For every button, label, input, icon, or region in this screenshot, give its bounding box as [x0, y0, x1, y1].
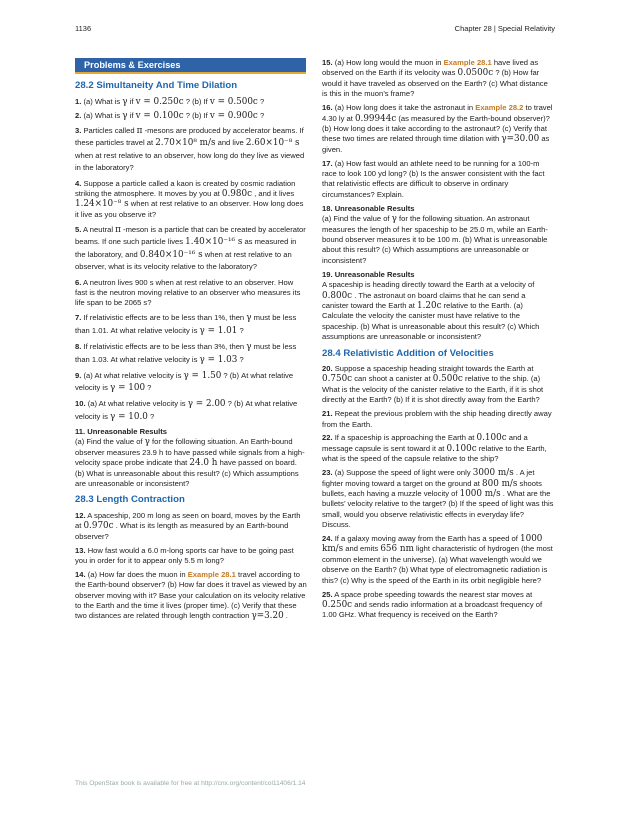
problem-21 — [322, 409, 554, 430]
problem-19 — [322, 270, 554, 343]
problem-text: shoots bullets, each having a muzzle velocity of — [322, 478, 542, 498]
problem-5 — [75, 224, 307, 274]
math: 0.980c — [221, 188, 253, 199]
problem-text: A spaceship, 200 m long as seen on board, moves by the Earth at — [75, 510, 301, 531]
problem-number: 2. — [75, 110, 82, 120]
problem-number: 22. — [322, 433, 333, 443]
problem-text: must be less than 1.03. At what relative velocity is — [75, 341, 297, 364]
math: γ = 2.00 — [187, 399, 226, 410]
problem-number: 23. — [322, 468, 333, 478]
problem-text: ? — [147, 411, 155, 421]
problem-number: 24. — [322, 534, 333, 544]
math: v = 0.100c — [135, 110, 184, 121]
problem-text: A neutron lives 900 s when at rest relative to an observer. How fast is the neutron moving relative to an observer who measures its life span to be 2065 s? — [75, 277, 301, 308]
problem-text: ? — [237, 325, 244, 335]
problem-text: ? — [237, 354, 244, 364]
problem-1 — [75, 97, 307, 107]
math: 1.20c — [416, 300, 442, 311]
problem-number: 12. — [75, 510, 86, 520]
problem-text: ? — [145, 383, 152, 393]
math: γ = 1.01 — [199, 325, 238, 336]
problem-title: Unreasonable Results — [334, 269, 415, 279]
math: 1.24×10⁻⁸ s — [75, 199, 129, 210]
math: v = 0.500c — [209, 96, 258, 107]
problem-text: and sends radio information at a broadcast frequency of 1.00 GHz. What frequency is received on the Earth? — [322, 600, 543, 620]
problem-text: relative to the Earth. (a) Calculate the velocity the canister must have relative to the spaceship. (b) What is unreasonable about this result? (c) Which assumptions are unreasonable or inconsistent? — [322, 300, 540, 342]
problem-text: A space probe speeding towards the nearest star moves at — [334, 589, 533, 599]
problem-number: 7. — [75, 313, 82, 323]
section-heading-28-3: 28.3 Length Contraction — [75, 494, 185, 506]
problem-text: If relativistic effects are to be less than 1%, then — [83, 313, 247, 323]
math: 0.800c — [322, 290, 353, 301]
problem-text: -mesons are produced by accelerator beams. If these particles travel at — [75, 125, 304, 148]
math: γ — [122, 96, 128, 107]
problem-text: A neutral — [83, 224, 116, 234]
math: v = 0.250c — [135, 96, 184, 107]
problem-text: ? (b) If — [183, 96, 210, 106]
problem-text: (a) At what relative velocity is — [87, 399, 188, 409]
problem-text: . — [283, 611, 288, 621]
problem-number: 9. — [75, 370, 82, 380]
problem-text: and a message capsule is sent toward it at — [322, 433, 528, 453]
chapter-title: Chapter 28 | Special Relativity — [454, 24, 555, 33]
problem-text: have lived as observed on the Earth if its velocity was — [322, 58, 539, 78]
problem-text: . A jet fighter moving toward a target on the ground at — [322, 468, 535, 488]
math: 0.100c — [446, 443, 477, 454]
problem-number: 13. — [75, 545, 86, 555]
problem-title: Unreasonable Results — [334, 203, 415, 213]
problem-4 — [75, 179, 307, 221]
problem-text: . What are the bullets’ velocity relative to the target? (b) If the speed of light was this small, would you observe relativistic effects in everyday life? Discuss. — [322, 488, 554, 530]
problem-20 — [322, 364, 554, 406]
problem-text: . What is its length as measured by an Earth-bound observer? — [75, 521, 289, 541]
problem-number: 14. — [75, 569, 86, 579]
problem-text: (a) How long would the muon in — [334, 58, 444, 67]
problem-10 — [75, 398, 307, 423]
problem-number: 15. — [322, 58, 333, 67]
problem-6 — [75, 278, 307, 309]
problem-24 — [322, 534, 554, 586]
math: γ — [246, 341, 252, 352]
problem-number: 21. — [322, 409, 333, 419]
problem-number: 6. — [75, 277, 82, 287]
math: v = 0.900c — [209, 110, 258, 121]
problem-16 — [322, 103, 554, 155]
problems-banner: Problems & Exercises — [75, 58, 306, 74]
example-link[interactable]: Example 28.2 — [475, 103, 524, 113]
problem-number: 11. — [75, 426, 86, 436]
math: 0.99944c — [354, 113, 397, 124]
problem-text: to travel 4.30 ly at — [322, 103, 553, 123]
problem-text: if — [127, 96, 136, 106]
problem-title: Unreasonable Results — [87, 426, 168, 436]
problem-text: have passed on board. (b) What is unreasonable about this result? (c) Which assumptions are unreasonable or inconsistent? — [75, 458, 299, 488]
math: γ — [391, 214, 397, 225]
problem-number: 3. — [75, 125, 82, 135]
math: 656 nm — [380, 544, 414, 555]
problem-22 — [322, 433, 554, 464]
problem-text: for the following situation. An Earth-bound observer measures 23.9 h to have passed while signals from a high-velocity space probe indicate that — [75, 437, 305, 468]
problem-text: (a) Find the value of — [75, 437, 145, 447]
problem-text: (as measured by the Earth-bound observer)? (b) How long does it take according to the astronaut? (c) Verify that these two times are related through time dilation with — [322, 113, 550, 144]
problem-text: when at rest relative to an observer. How long does it live as you observe it? — [75, 199, 304, 219]
problem-number: 19. — [322, 269, 333, 279]
problem-text: ? (b) At what relative velocity is — [75, 399, 298, 421]
math: γ = 10.0 — [110, 411, 148, 422]
problem-text: Particles called — [83, 125, 137, 135]
math: γ — [246, 313, 252, 324]
problem-text: ? (b) At what relative velocity is — [75, 370, 294, 393]
problem-text: travel according to the Earth-bound observer? (b) How far does it travel as viewed by an observer moving with it? Base your calculation on its velocity relative to the Earth and the time it lives (proper time). (c) Verify that these two distances are related through length contraction — [75, 569, 307, 621]
math: γ = 1.50 — [183, 370, 222, 381]
problem-15 — [322, 58, 554, 100]
problem-text: (a) How long does it take the astronaut in — [334, 103, 476, 113]
section-heading-28-2: 28.2 Simultaneity And Time Dilation — [75, 80, 238, 92]
problem-text: (a) How far does the muon in — [87, 569, 188, 579]
problem-text: as measured in the laboratory, and — [75, 237, 297, 259]
math: 1000 km/s — [322, 534, 543, 555]
problem-text: (a) Suppose the speed of light were only — [334, 468, 473, 478]
problem-11 — [75, 427, 307, 489]
problem-text: . The astronaut on board claims that he can send a canister toward the Earth at — [322, 290, 526, 310]
problem-18 — [322, 204, 554, 266]
problem-text: A spaceship is heading directly toward the Earth at a velocity of — [322, 280, 535, 290]
problem-13 — [75, 546, 307, 567]
problem-number: 18. — [322, 203, 333, 213]
math: 2.60×10⁻⁸ s — [245, 138, 300, 149]
math: γ = 100 — [110, 383, 146, 394]
problem-number: 10. — [75, 399, 86, 409]
math: γ=30.00 — [501, 134, 540, 145]
problem-text: as given. — [322, 134, 550, 154]
problem-text: Repeat the previous problem with the ship heading directly away from the Earth. — [322, 409, 552, 429]
math: 0.750c — [322, 374, 353, 385]
problem-text: must be less than 1.01. At what relative velocity is — [75, 313, 297, 335]
problem-text: if — [127, 110, 136, 120]
page-number: 1136 — [75, 24, 92, 33]
math: 24.0 h — [189, 458, 218, 469]
problem-number: 20. — [322, 363, 333, 373]
math: 2.70×10⁸ m/s — [155, 138, 216, 149]
math: γ = 1.03 — [199, 354, 238, 365]
footer-note: This OpenStax book is available for free at http://cnx.org/content/col11406/1.14 — [75, 780, 306, 787]
math: 0.840×10⁻¹⁶ s — [139, 249, 203, 260]
problem-text: ? — [257, 96, 265, 106]
math: 1.40×10⁻¹⁶ s — [185, 237, 243, 248]
section-heading-28-4: 28.4 Relativistic Addition of Velocities — [322, 347, 494, 359]
problem-number: 17. — [322, 158, 333, 168]
problem-8 — [75, 341, 307, 366]
problem-text: and emits — [343, 544, 381, 554]
example-link[interactable]: Example 28.1 — [443, 58, 492, 67]
problem-text: for the following situation. An astronaut measures the length of her spaceship to be 25.0 m, while an Earth-bound observer measures it to be 100 m. (b) What is unreasonable about this result? (c) Which assumptions are unreasonable or inconsistent? — [322, 214, 548, 265]
problem-23 — [322, 468, 554, 530]
problem-text: (a) How fast would an athlete need to be running for a 100-m race to look 100 yd long? (b) Is the answer consistent with the fact that relativistic effects are difficult to observe in ordinary circumstances? Explain. — [322, 158, 545, 199]
problem-text: If relativistic effects are to be less than 3%, then — [83, 341, 247, 351]
problem-text: How fast would a 6.0 m-long sports car have to be going past you in order for it to appear only 5.5 m long? — [75, 545, 294, 565]
problem-text: If a galaxy moving away from the Earth has a speed of — [334, 534, 520, 544]
problem-number: 4. — [75, 178, 82, 188]
problem-2 — [75, 111, 307, 121]
math: 0.100c — [476, 433, 507, 444]
problem-text: If a spaceship is approaching the Earth at — [334, 433, 477, 443]
problem-text: (a) What is — [83, 110, 123, 120]
problem-text: light characteristic of hydrogen (the most common element in the universe). (a) What wavelength would we observe on the Earth? (b) What type of electromagnetic radiation is this? (c) Why is the speed of the Earth in its orbit negligible here? — [322, 544, 553, 585]
problem-text: and live — [215, 138, 246, 148]
problem-7 — [75, 312, 307, 337]
problem-number: 5. — [75, 224, 82, 234]
example-link[interactable]: Example 28.1 — [187, 569, 236, 579]
math: 0.0500c — [457, 68, 494, 79]
problem-text: Suppose a spaceship heading straight towards the Earth at — [334, 363, 534, 373]
math: γ — [144, 437, 150, 448]
math: 0.970c — [83, 521, 114, 532]
problem-number: 16. — [322, 103, 333, 113]
problem-text: , and it lives — [252, 188, 295, 198]
math: 0.250c — [322, 600, 353, 610]
problem-text: when at rest relative to an observer, what is its velocity relative to the laboratory? — [75, 249, 292, 272]
math: 1000 m/s — [459, 488, 501, 499]
math: γ — [122, 110, 128, 121]
problem-text: Suppose a particle called a kaon is created by cosmic radiation striking the atmosphere. It moves by you at — [75, 178, 296, 198]
problem-number: 8. — [75, 341, 82, 351]
problem-14 — [75, 570, 307, 622]
problem-12 — [75, 511, 307, 542]
problem-17 — [322, 159, 554, 201]
problem-text: relative to the Earth, what is the speed of the capsule relative to the ship? — [322, 443, 547, 464]
left-column — [75, 58, 307, 625]
math: π — [136, 125, 143, 136]
problem-text: ? — [257, 110, 265, 120]
right-column — [322, 58, 554, 624]
problem-text: (a) Find the value of — [322, 214, 392, 224]
math: γ=3.20 — [251, 611, 284, 622]
problem-text: (a) At what relative velocity is — [83, 370, 184, 380]
problem-number: 25. — [322, 589, 333, 599]
math: π — [115, 224, 121, 235]
problem-text: ? (b) How far would it have traveled as observed on the Earth? (c) What distance is this in the muon’s frame? — [322, 68, 548, 99]
problem-9 — [75, 370, 307, 395]
math: 3000 m/s — [472, 468, 514, 479]
problem-number: 1. — [75, 96, 82, 106]
problem-text: can shoot a canister at — [352, 374, 433, 384]
problem-text: (a) What is — [83, 96, 123, 106]
problem-25 — [322, 590, 554, 621]
problem-text: -meson is a particle that can be created by accelerator beams. If one such particle lives — [75, 224, 306, 247]
problem-text: when at rest relative to an observer, how long do they live as viewed in the laboratory? — [75, 150, 305, 173]
math: 800 m/s — [482, 478, 518, 489]
problem-3 — [75, 125, 307, 175]
problem-text: relative to the ship. (a) What is the velocity of the canister relative to the Earth, if it is shot directly at the Earth? (b) If it is shot directly away from the Earth? — [322, 374, 544, 405]
math: 0.500c — [432, 374, 463, 385]
problem-text: ? (b) If — [183, 110, 210, 120]
